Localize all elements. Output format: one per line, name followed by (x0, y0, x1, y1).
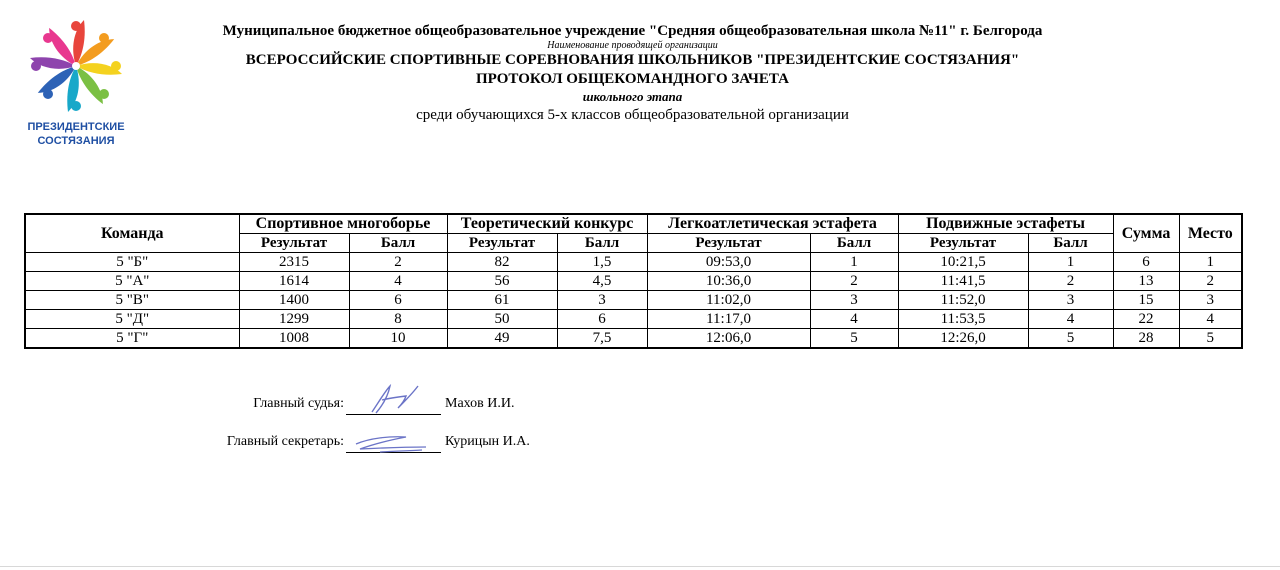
school-caption: Наименование проводящей организации (547, 40, 718, 51)
result-header: Результат (239, 234, 349, 253)
judge-label: Главный судья: (253, 396, 344, 411)
table-row (25, 329, 1242, 349)
team-cell: 5 "Д" (25, 310, 239, 329)
document-header (150, 22, 1115, 126)
place-cell: 4 (1179, 310, 1242, 329)
group-header-mobile-relay: Подвижные эстафеты (898, 214, 1113, 234)
participants-subtitle: среди обучающихся 5-х классов общеобразовательной организации (416, 107, 849, 123)
team-header: Команда (25, 214, 239, 253)
place-header: Место (1179, 214, 1242, 253)
score-cell: 7,5 (557, 329, 647, 349)
score-cell: 2 (810, 272, 898, 291)
score-cell: 3 (1028, 291, 1113, 310)
score-cell: 8 (349, 310, 447, 329)
score-cell: 3 (810, 291, 898, 310)
logo-caption-line1: ПРЕЗИДЕНТСКИЕ (27, 121, 125, 133)
sum-cell: 6 (1113, 253, 1179, 272)
place-cell: 1 (1179, 253, 1242, 272)
result-cell: 1400 (239, 291, 349, 310)
result-cell: 1614 (239, 272, 349, 291)
team-cell: 5 "В" (25, 291, 239, 310)
score-header: Балл (349, 234, 447, 253)
secretary-label: Главный секретарь: (226, 434, 344, 449)
competition-title: ВСЕРОССИЙСКИЕ СПОРТИВНЫЕ СОРЕВНОВАНИЯ ШКОЛЬНИКОВ "ПРЕЗИДЕНТСКИЕ СОСТЯЗАНИЯ" (245, 52, 1020, 68)
school-name: Муниципальное бюджетное общеобразовательное учреждение "Средняя общеобразовательная школа №11" г. Белгорода (222, 23, 1043, 39)
table-row (25, 291, 1242, 310)
page-bottom-divider (0, 566, 1280, 567)
group-header-theory: Теоретический конкурс (447, 214, 647, 234)
score-cell: 5 (810, 329, 898, 349)
protocol-title: ПРОТОКОЛ ОБЩЕКОМАНДНОГО ЗАЧЕТА (476, 71, 789, 87)
result-cell: 09:53,0 (647, 253, 810, 272)
result-cell: 61 (447, 291, 557, 310)
score-cell: 4,5 (557, 272, 647, 291)
result-cell: 12:26,0 (898, 329, 1028, 349)
score-cell: 4 (349, 272, 447, 291)
table-row (25, 310, 1242, 329)
secretary-name: Курицын И.А. (445, 434, 530, 449)
logo-caption-line2: СОСТЯЗАНИЯ (37, 135, 115, 147)
result-cell: 11:41,5 (898, 272, 1028, 291)
score-cell: 4 (810, 310, 898, 329)
result-cell: 1008 (239, 329, 349, 349)
result-header: Результат (898, 234, 1028, 253)
result-header: Результат (647, 234, 810, 253)
result-cell: 49 (447, 329, 557, 349)
presidential-contests-logo (14, 12, 138, 152)
results-body (25, 253, 1242, 349)
score-header: Балл (1028, 234, 1113, 253)
result-cell: 56 (447, 272, 557, 291)
score-cell: 1 (810, 253, 898, 272)
result-cell: 1299 (239, 310, 349, 329)
sum-cell: 22 (1113, 310, 1179, 329)
score-cell: 5 (1028, 329, 1113, 349)
place-cell: 5 (1179, 329, 1242, 349)
result-cell: 2315 (239, 253, 349, 272)
secretary-signature-mark (350, 432, 440, 456)
logo-caption (14, 120, 138, 148)
score-cell: 6 (557, 310, 647, 329)
result-cell: 11:52,0 (898, 291, 1028, 310)
group-header-relay: Легкоатлетическая эстафета (647, 214, 898, 234)
group-header-multisport: Спортивное многоборье (239, 214, 447, 234)
result-header: Результат (447, 234, 557, 253)
result-cell: 11:02,0 (647, 291, 810, 310)
result-cell: 10:36,0 (647, 272, 810, 291)
presidential-contests-logo-icon (22, 14, 130, 118)
result-cell: 82 (447, 253, 557, 272)
team-cell: 5 "Б" (25, 253, 239, 272)
score-cell: 10 (349, 329, 447, 349)
place-cell: 2 (1179, 272, 1242, 291)
sum-header: Сумма (1113, 214, 1179, 253)
table-row (25, 253, 1242, 272)
result-cell: 11:53,5 (898, 310, 1028, 329)
judge-signature-mark (360, 382, 430, 416)
results-table (24, 213, 1243, 349)
secretary-signature-row (0, 434, 1280, 458)
score-header: Балл (557, 234, 647, 253)
sum-cell: 28 (1113, 329, 1179, 349)
result-cell: 50 (447, 310, 557, 329)
result-cell: 11:17,0 (647, 310, 810, 329)
score-header: Балл (810, 234, 898, 253)
result-cell: 12:06,0 (647, 329, 810, 349)
score-cell: 4 (1028, 310, 1113, 329)
team-cell: 5 "А" (25, 272, 239, 291)
stage-title: школьного этапа (582, 89, 683, 104)
judge-name: Махов И.И. (445, 396, 515, 411)
score-cell: 1,5 (557, 253, 647, 272)
score-cell: 2 (1028, 272, 1113, 291)
result-cell: 10:21,5 (898, 253, 1028, 272)
sum-cell: 15 (1113, 291, 1179, 310)
judge-signature-row (0, 396, 1280, 420)
team-cell: 5 "Г" (25, 329, 239, 349)
place-cell: 3 (1179, 291, 1242, 310)
table-row (25, 272, 1242, 291)
score-cell: 1 (1028, 253, 1113, 272)
table-header-row (25, 214, 1242, 234)
score-cell: 3 (557, 291, 647, 310)
sum-cell: 13 (1113, 272, 1179, 291)
score-cell: 2 (349, 253, 447, 272)
score-cell: 6 (349, 291, 447, 310)
